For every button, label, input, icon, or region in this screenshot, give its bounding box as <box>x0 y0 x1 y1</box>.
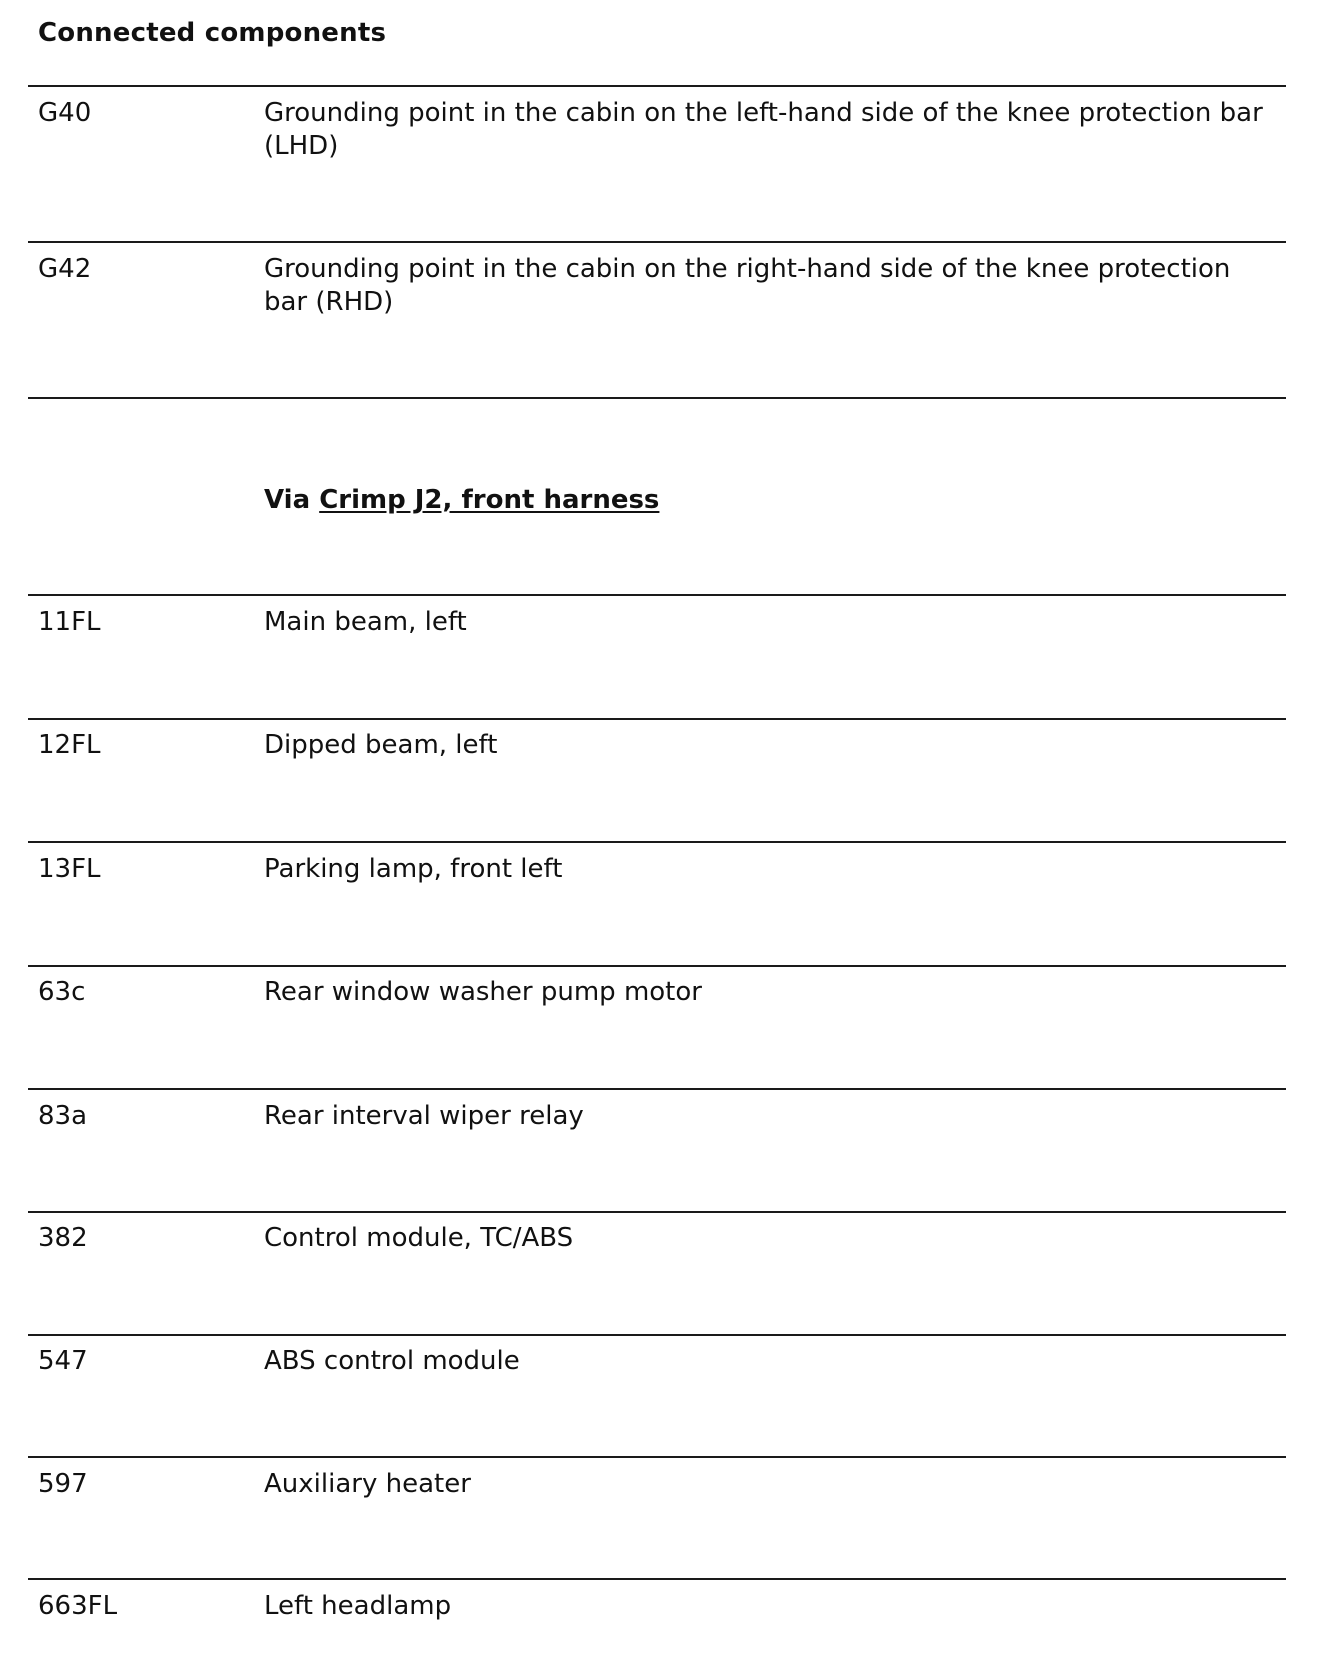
component-description: Auxiliary heater <box>264 1469 471 1499</box>
component-description: Grounding point in the cabin on the left-hand side of the knee protection bar (LHD) <box>264 98 1263 161</box>
component-code: 83a <box>38 1101 88 1131</box>
component-description: Parking lamp, front left <box>264 854 563 884</box>
row-divider <box>28 241 1286 243</box>
row-divider <box>28 718 1286 720</box>
row-divider <box>28 965 1286 967</box>
crimp-link[interactable]: Crimp J2, front harness <box>319 485 660 515</box>
component-description: Rear interval wiper relay <box>264 1101 584 1131</box>
component-code: 547 <box>38 1346 88 1376</box>
component-description: Control module, TC/ABS <box>264 1223 574 1253</box>
component-code: G42 <box>38 254 92 284</box>
component-description: Left headlamp <box>264 1591 452 1621</box>
via-prefix: Via <box>264 485 311 515</box>
component-description: Rear window washer pump motor <box>264 977 702 1007</box>
page-title: Connected components <box>38 18 387 48</box>
row-divider <box>28 85 1286 87</box>
component-description: Dipped beam, left <box>264 730 498 760</box>
component-code: 12FL <box>38 730 101 760</box>
component-description: Main beam, left <box>264 607 467 637</box>
row-divider <box>28 1334 1286 1336</box>
row-divider <box>28 1456 1286 1458</box>
component-code: 382 <box>38 1223 88 1253</box>
row-divider <box>28 1088 1286 1090</box>
component-description: Grounding point in the cabin on the right-hand side of the knee protection bar (RHD) <box>264 254 1231 317</box>
row-divider <box>28 397 1286 399</box>
component-code: 13FL <box>38 854 101 884</box>
component-code: 597 <box>38 1469 88 1499</box>
row-divider <box>28 841 1286 843</box>
via-heading <box>264 485 659 515</box>
row-divider <box>28 594 1286 596</box>
component-code: 63c <box>38 977 86 1007</box>
row-divider <box>28 1578 1286 1580</box>
component-code: 663FL <box>38 1591 118 1621</box>
component-code: G40 <box>38 98 92 128</box>
row-divider <box>28 1211 1286 1213</box>
component-code: 11FL <box>38 607 101 637</box>
component-description: ABS control module <box>264 1346 520 1376</box>
